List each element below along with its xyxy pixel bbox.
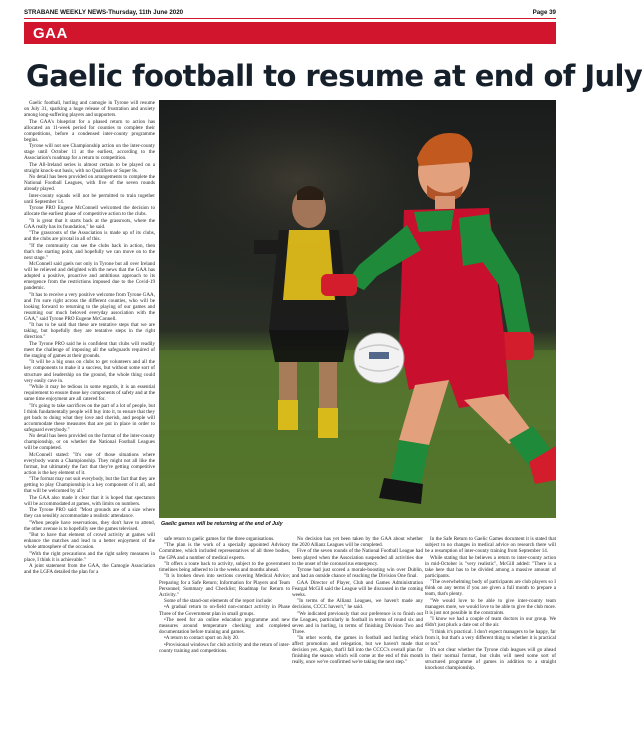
article-paragraph: "The grassroots of the Association is made up of its clubs, and the clubs are pivotal in all of this. xyxy=(24,230,155,243)
article-paragraph: "It is broken down into sections covering Medical Advice; Preparing for a Safe Return; Information for Players and Team Personnel; Summary and Checklist; Roadmap for Return to Activity." xyxy=(159,573,290,598)
article-paragraph: "It will be a big onus on clubs to get volunteers and all the key components to make it a success, but without some sort of structure and leadership on the ground, the whole thing could very easily cave in. xyxy=(24,359,155,384)
article-paragraph: "The overwhelming body of participants are club players so I think on any terms if you are given a full month to prepare a team, that's plenty. xyxy=(425,579,556,598)
article-paragraph: "It's going to take sacrifices on the part of a lot of people, but I think fundamentally people will buy into it, to ensure that they get back to doing what they love and cherish, and people will accommodate these measures that are put in place in order to safeguard everybody." xyxy=(24,402,155,433)
article-paragraph: "It offers a route back to activity, subject to the government timelines being adhered to in the weeks and months ahead. xyxy=(159,560,290,574)
article-paragraph: "While it may be tedious in some regards, it is an essential requirement to ensure those key components of safety and at the same time enjoyment are all catered for. xyxy=(24,384,155,403)
article-paragraph: •Provisional windows for club activity and the return of inter-county training and competitions. xyxy=(159,641,290,654)
article-column-b xyxy=(159,536,290,732)
article-paragraph: Some of the stand-out elements of the report include: xyxy=(164,598,273,605)
page-header xyxy=(24,6,556,18)
article-paragraph: "It has to be said that these are tentative steps that we are taking, but hopefully they are tentative steps in the right direction." xyxy=(24,322,155,341)
photo-caption: Gaelic games will be returning at the end of July xyxy=(161,521,283,527)
article-paragraph: Inter-county squads will not be permitted to train together until September 14. xyxy=(24,192,155,205)
article-paragraph: No detail has been provided on arrangements to complete the National Football Leagues, with five of the seven rounds already played. xyxy=(24,174,155,193)
article-paragraph: "When people have reservations, they don't have to attend, the other avenue is to hopefully see the games televised. xyxy=(24,519,155,532)
article-paragraph: The Tyrone PRO said he is confident that clubs will readily meet the challenge of imposing all the safeguards required of the staging of games at their grounds. xyxy=(24,340,155,359)
article-paragraph: •A gradual return to on-field non-contact activity in Phase Three of the Government plan in small groups. xyxy=(159,604,290,617)
article-paragraph: No decision has yet been taken by the GAA about whether the 2020 Allianz Leagues will be completed. xyxy=(292,536,423,549)
article-paragraph: "It has to receive a very positive welcome from Tyrone GAA, and I'm sure right across the different counties, who will be looking forward to returning to the playing of our games and resuming our much beloved everyday association with the GAA," said Tyrone PRO Eugene McConnell. xyxy=(24,291,155,322)
article-paragraph: The All-Ireland series is almost certain to be played on a straight knock-out basis, with no Qualifiers or Super 8s. xyxy=(24,161,155,174)
article-paragraph: Tyrone will not see Championship action on the inter-county stage until October 11 at the earliest, according to the Association's roadmap for a return to competition. xyxy=(24,143,155,162)
article-paragraph: Five of the seven rounds of the National Football League had been played when the Association suspended all activities due to the onset of the coronavirus emergency. xyxy=(292,548,423,567)
page-number: Page 39 xyxy=(532,8,556,16)
section-label: GAA xyxy=(24,22,556,44)
header-rule xyxy=(24,18,556,19)
article-paragraph: safe return to gaelic games for the three organisations. xyxy=(164,536,275,542)
article-paragraph: "If the community can see the clubs back in action, then that's the starting point, and hopefully we can move on to the next stage." xyxy=(24,242,155,261)
football xyxy=(354,333,404,383)
article-paragraph: "But to have that element of crowd activity at games will enhance the matches and lead to a better enjoyment of the whole atmosphere of the occasion. xyxy=(24,532,155,551)
gaelic-football-photo xyxy=(159,100,556,518)
article-paragraph: •The need for an online education programme and new measures around temperature checking and completed documentation before training and games. xyxy=(159,616,290,636)
article-paragraph: "The plan is the work of a specially appointed Advisory Committee, which included representatives of all three bodies, the GPA and a number of medical experts. xyxy=(159,542,290,561)
article-paragraph: GAA Director of Player, Club and Games Administration Feargal McGill said the League will be discussed in the coming weeks. xyxy=(292,579,423,598)
article-paragraph: Tyrone PRO Eugene McConnell welcomed the decision to allocate the earliest phase of competitive action to the clubs. xyxy=(24,205,155,218)
article-paragraph: "We would love to be able to give inter-county team managers more, we would love to be able to give the club more. It is just not possible in the constraints. xyxy=(425,597,556,616)
article-column-d xyxy=(425,536,556,732)
article-paragraph: Gaelic football, hurling and camogie in Tyrone will resume on July 31, sparking a huge release of frustration and anxiety among long-suffering players and supporters. xyxy=(24,100,155,119)
article-paragraph: The GAA's blueprint for a phased return to action has allocated an 11-week period for counties to complete their competitions, before a condensed inter-county programme begins. xyxy=(24,118,155,143)
article-paragraph: Tyrone had just scored a morale-boosting win over Dublin, and had an outside chance of reaching the Division One final. xyxy=(292,567,423,580)
article-paragraph: No detail has been provided on the format of the inter-county championship, or on whether the National Football Leagues will be completed. xyxy=(24,433,155,452)
article-paragraph: "The format may not suit everybody, but the fact that they are getting to play Championship is a key component of it all, and that will be welcomed by all." xyxy=(24,476,155,495)
article-paragraph: It's not clear whether the Tyrone club leagues will go ahead in their normal format, but clubs will need some sort of structured programme of games in addition to a straight knockout championship. xyxy=(425,647,556,672)
article-paragraph: "I know we had a couple of team doctors in our group. We didn't just pluck a date out of the air. xyxy=(425,616,556,629)
article-column-c xyxy=(292,536,423,732)
article-paragraph: The Tyrone PRO said: "Most grounds are of a size where they can sensibly accommodate a realistic attendance. xyxy=(24,507,155,520)
article-paragraph: "In terms of the Allianz Leagues, we haven't made any decisions, CCCC haven't," he said. xyxy=(292,598,423,611)
article-column-left xyxy=(24,100,155,732)
article-paragraph: In the Safe Return to Gaelic Games document it is stated that subject to no changes in medical advice on research there will be a resumption of inter-county training from September 14. xyxy=(425,536,556,555)
article-paragraph: •A return to contact sport on July 20. xyxy=(164,635,240,642)
article-paragraph: The GAA also made it clear that it is hoped that spectators will be accommodated at games, with limits on numbers. xyxy=(24,494,155,507)
article-paragraph: "We indicated previously that our preference is to finish out the Leagues, particularly in football in terms of round six and seven and in hurling, in terms of finishing Division Two and Three. xyxy=(292,610,423,635)
article-paragraph: "I think it's practical. I don't expect managers to be happy, far from it, but that's a very different thing to whether it is practical or not." xyxy=(425,628,556,647)
article-paragraph: "In other words, the games in football and hurling which affect promotion and relegation, but we haven't made that decision yet. Again, that'll fall into the CCCC's overall plan for finishing the season which will come at the end of this month really, once we've confirmed we're taking the next step." xyxy=(292,635,423,666)
article-photo xyxy=(159,100,556,518)
article-paragraph: McConnell stated: "It's one of those situations where everybody wants a Championship. They might not all like the format, but ultimately the fact that they're getting competitive action is the key element of it. xyxy=(24,451,155,476)
paper-date: STRABANE WEEKLY NEWS-Thursday, 11th June 2020 xyxy=(24,8,184,16)
article-paragraph: McConnell said gaels not only in Tyrone but all over Ireland will be relieved and delighted with the news that the GAA has adopted a positive, proactive and ambitious approach to its emergence from the restrictions imposed due to the Covid-19 pandemic. xyxy=(24,261,155,292)
article-headline: Gaelic football to resume at end of July xyxy=(26,59,642,93)
article-paragraph: A joint statement from the GAA, the Camogie Association and the LGFA detailed the plan for a xyxy=(24,563,155,576)
article-paragraph: While stating that he believes a return to inter-county action in mid-October is "very realistic", McGill added: "There is a take here that has to be divided among a massive amount of participants. xyxy=(425,554,556,579)
article-paragraph: "With the right precautions and the right safety measures in place, I think it is achievable." xyxy=(24,550,155,563)
article-paragraph: "It is great that it starts back at the grassroots, where the GAA really has its foundation," he said. xyxy=(24,217,155,230)
